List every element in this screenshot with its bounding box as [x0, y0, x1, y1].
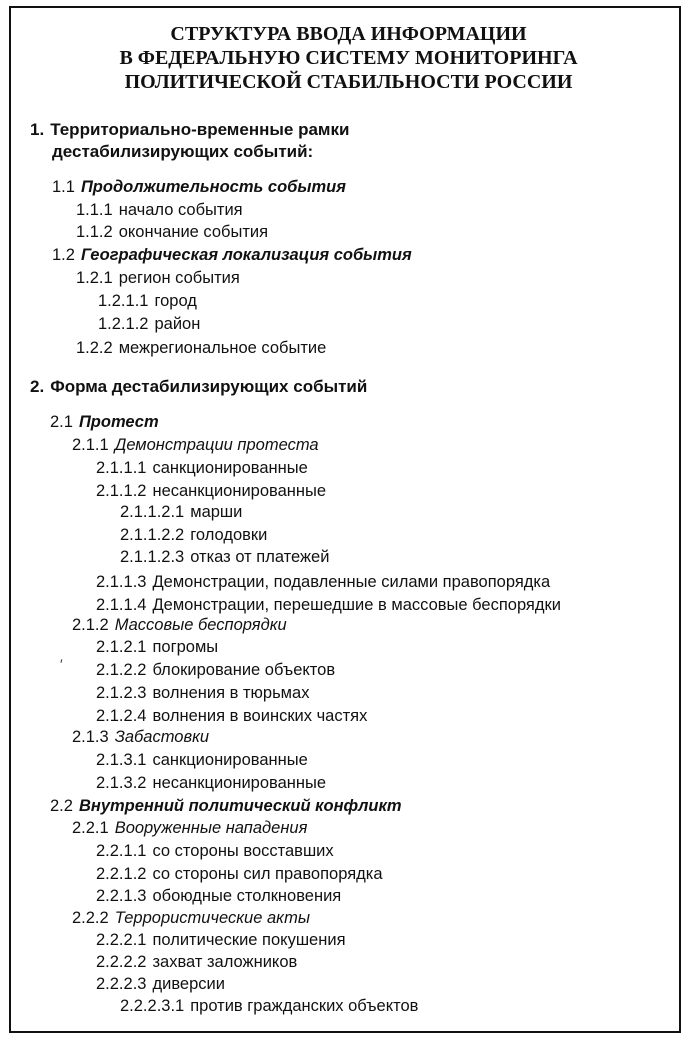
item-2-1-2-2: 2.1.2.2 блокирование объектов: [96, 661, 336, 679]
item-1-2: 1.2 Географическая локализация события: [52, 246, 412, 264]
item-2-1: 2.1 Протест: [50, 413, 159, 431]
item-1-2-2: 1.2.2 межрегиональное событие: [76, 339, 327, 357]
item-2-1-3-2: 2.1.3.2 несанкционированные: [96, 774, 327, 792]
document-title: [0, 22, 697, 94]
item-1-2-1: 1.2.1 регион события: [76, 269, 240, 287]
item-2-2-1: 2.2.1 Вооруженные нападения: [72, 819, 308, 837]
item-2-1-3: 2.1.3 Забастовки: [72, 728, 210, 746]
item-2-2-2-3: 2.2.2.3 диверсии: [96, 975, 225, 993]
item-2-2-1-2: 2.2.1.2 со стороны сил правопорядка: [96, 865, 383, 883]
section-2-heading: 2. Форма дестабилизирующих событий: [30, 377, 368, 396]
item-2-1-2-3: 2.1.2.3 волнения в тюрьмах: [96, 684, 310, 702]
item-2-1-1: 2.1.1 Демонстрации протеста: [72, 436, 319, 454]
item-1-2-1-1: 1.2.1.1 город: [98, 292, 197, 310]
item-2-2-1-3: 2.2.1.3 обоюдные столкновения: [96, 887, 342, 905]
item-2-2-2-2: 2.2.2.2 захват заложников: [96, 953, 298, 971]
item-2-1-1-2: 2.1.1.2 несанкционированные: [96, 482, 327, 500]
item-2-2-2: 2.2.2 Террористические акты: [72, 909, 311, 927]
item-2-1-1-2-3: 2.1.1.2.3 отказ от платежей: [120, 548, 330, 566]
item-2-1-2: 2.1.2 Массовые беспорядки: [72, 616, 287, 634]
title-line: ПОЛИТИЧЕСКОЙ СТАБИЛЬНОСТИ РОССИИ: [124, 71, 573, 93]
item-2-1-1-2-1: 2.1.1.2.1 марши: [120, 503, 243, 521]
item-2-2-1-1: 2.2.1.1 со стороны восставших: [96, 842, 334, 860]
section-1-heading-cont: дестабилизирующих событий:: [52, 142, 314, 161]
item-2-2-2-3-1: 2.2.2.3.1 против гражданских объектов: [120, 997, 419, 1015]
item-2-2-2-1: 2.2.2.1 политические покушения: [96, 931, 346, 949]
item-1-1-1: 1.1.1 начало события: [76, 201, 243, 219]
title-line: СТРУКТУРА ВВОДА ИНФОРМАЦИИ: [170, 23, 527, 45]
item-2-1-1-1: 2.1.1.1 санкционированные: [96, 459, 308, 477]
item-1-1: 1.1 Продолжительность события: [52, 178, 346, 196]
section-1-heading: 1. Территориально-временные рамки: [30, 120, 350, 139]
item-1-1-2: 1.1.2 окончание события: [76, 223, 269, 241]
item-2-1-2-4: 2.1.2.4 волнения в воинских частях: [96, 707, 368, 725]
item-2-1-1-4: 2.1.1.4 Демонстрации, перешедшие в массовые беспорядки: [96, 596, 561, 614]
title-line: В ФЕДЕРАЛЬНУЮ СИСТЕМУ МОНИТОРИНГА: [119, 47, 578, 69]
item-2-1-1-2-2: 2.1.1.2.2 голодовки: [120, 526, 268, 544]
scan-mark: ′: [60, 656, 63, 672]
item-2-1-3-1: 2.1.3.1 санкционированные: [96, 751, 308, 769]
item-1-2-1-2: 1.2.1.2 район: [98, 315, 201, 333]
item-2-1-2-1: 2.1.2.1 погромы: [96, 638, 219, 656]
item-2-1-1-3: 2.1.1.3 Демонстрации, подавленные силами правопорядка: [96, 573, 551, 591]
item-2-2: 2.2 Внутренний политический конфликт: [50, 797, 402, 815]
